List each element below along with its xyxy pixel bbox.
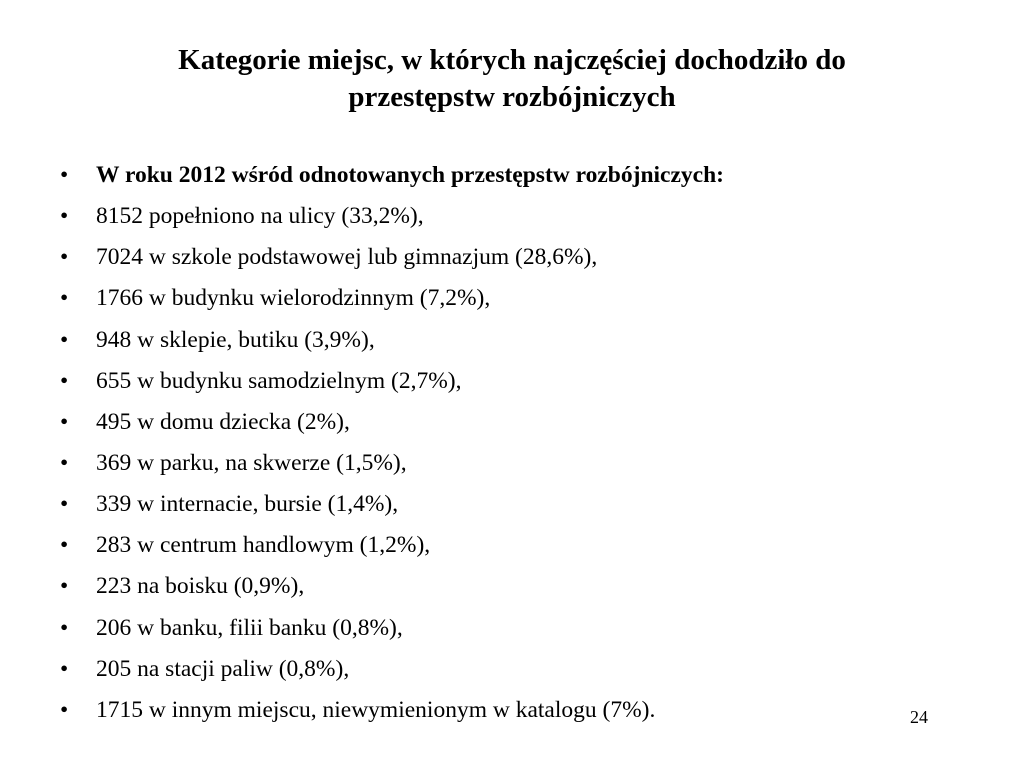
bullet-text: 1766 w budynku wielorodzinnym (7,2%), <box>96 285 491 312</box>
bullet-dot: • <box>60 367 69 394</box>
bullet-dot: • <box>60 449 69 476</box>
bullet-text: 283 w centrum handlowym (1,2%), <box>96 532 431 559</box>
bullet-dot: • <box>60 244 69 271</box>
bullet-text: W roku 2012 wśród odnotowanych przestępstw rozbójniczych: <box>96 162 724 188</box>
bullet-item <box>0 690 1024 731</box>
bullet-item <box>0 443 1024 484</box>
bullet-text: 948 w sklepie, butiku (3,9%), <box>96 326 375 353</box>
bullet-text: 205 na stacji paliw (0,8%), <box>96 655 350 682</box>
bullet-item <box>0 566 1024 607</box>
bullet-text: 8152 popełniono na ulicy (33,2%), <box>96 203 424 230</box>
bullet-item <box>0 649 1024 690</box>
slide-title-line-2: przestępstw rozbójniczych <box>348 81 676 113</box>
bullet-dot: • <box>60 285 69 312</box>
bullet-dot: • <box>60 614 69 641</box>
slide-title-line-1: Kategorie miejsc, w których najczęściej dochodziło do <box>178 44 846 76</box>
bullet-text: 655 w budynku samodzielnym (2,7%), <box>96 367 462 394</box>
bullet-item <box>0 237 1024 278</box>
bullet-dot: • <box>60 203 69 230</box>
slide-title <box>60 42 964 116</box>
page-number: 24 <box>910 707 928 727</box>
bullet-dot: • <box>60 696 69 723</box>
bullet-text: 495 w domu dziecka (2%), <box>96 408 350 435</box>
bullet-item <box>0 525 1024 566</box>
bullet-item <box>0 361 1024 402</box>
bullet-item-header <box>0 155 1024 196</box>
bullet-text: 369 w parku, na skwerze (1,5%), <box>96 449 407 476</box>
bullet-list <box>0 155 1024 731</box>
bullet-dot: • <box>60 326 69 353</box>
bullet-text: 223 na boisku (0,9%), <box>96 573 305 600</box>
bullet-text: 206 w banku, filii banku (0,8%), <box>96 614 403 641</box>
bullet-dot: • <box>60 408 69 435</box>
bullet-dot: • <box>60 573 69 600</box>
bullet-text: 339 w internacie, bursie (1,4%), <box>96 491 399 518</box>
bullet-dot: • <box>60 655 69 682</box>
bullet-item <box>0 196 1024 237</box>
bullet-item <box>0 320 1024 361</box>
bullet-dot: • <box>60 491 69 518</box>
bullet-item <box>0 278 1024 319</box>
bullet-text: 1715 w innym miejscu, niewymienionym w katalogu (7%). <box>96 696 656 723</box>
bullet-item <box>0 484 1024 525</box>
bullet-dot: • <box>60 532 69 559</box>
bullet-text: 7024 w szkole podstawowej lub gimnazjum (28,6%), <box>96 244 598 271</box>
bullet-dot: • <box>60 162 69 188</box>
bullet-item <box>0 608 1024 649</box>
bullet-item <box>0 402 1024 443</box>
